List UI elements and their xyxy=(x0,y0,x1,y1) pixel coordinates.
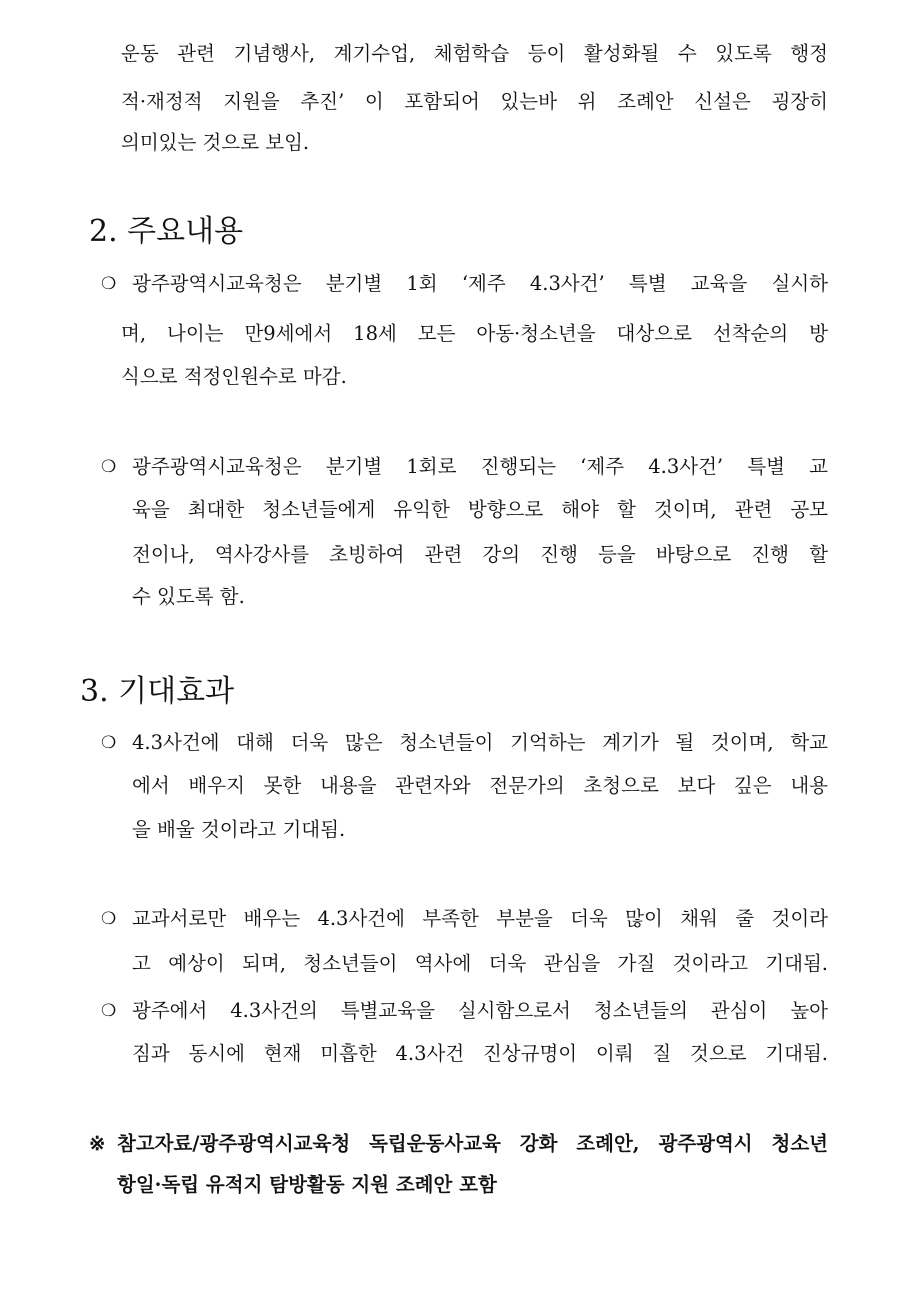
paragraph-line: 육을 최대한 청소년들에게 유익한 방향으로 해야 할 것이며, 관련 공모 xyxy=(132,498,828,521)
paragraph-line: 전이나, 역사강사를 초빙하여 관련 강의 진행 등을 바탕으로 진행 할 xyxy=(132,543,828,566)
bullet-circle-icon: ❍ xyxy=(101,909,117,929)
intro-line: 적·재정적 지원을 추진’ 이 포함되어 있는바 위 조례안 신설은 굉장히 xyxy=(121,90,828,113)
reference-mark-icon: ※ xyxy=(89,1132,106,1155)
paragraph-line: 광주광역시교육청은 분기별 1회로 진행되는 ‘제주 4.3사건’ 특별 교 xyxy=(132,455,828,478)
paragraph-line: 고 예상이 되며, 청소년들이 역사에 더욱 관심을 가질 것이라고 기대됨. xyxy=(132,952,828,975)
intro-line: 의미있는 것으로 보임. xyxy=(121,131,310,154)
paragraph-line: 에서 배우지 못한 내용을 관련자와 전문가의 초청으로 보다 깊은 내용 xyxy=(132,774,828,797)
section-heading-expected-effects: 3. 기대효과 xyxy=(80,674,235,709)
reference-line: 항일·독립 유적지 탐방활동 지원 조례안 포함 xyxy=(117,1173,497,1196)
paragraph-line: 수 있도록 함. xyxy=(132,585,245,608)
section-heading-main-content: 2. 주요내용 xyxy=(89,214,244,249)
bullet-circle-icon: ❍ xyxy=(101,457,117,477)
bullet-circle-icon: ❍ xyxy=(101,733,117,753)
bullet-circle-icon: ❍ xyxy=(101,274,117,294)
paragraph-line: 식으로 적정인원수로 마감. xyxy=(121,365,347,388)
paragraph-line: 교과서로만 배우는 4.3사건에 부족한 부분을 더욱 많이 채워 줄 것이라 xyxy=(132,907,828,930)
reference-line: 참고자료/광주광역시교육청 독립운동사교육 강화 조례안, 광주광역시 청소년 xyxy=(117,1132,828,1155)
paragraph-line: 을 배울 것이라고 기대됨. xyxy=(132,818,346,841)
paragraph-line: 짐과 동시에 현재 미흡한 4.3사건 진상규명이 이뤄 질 것으로 기대됨. xyxy=(132,1042,828,1065)
paragraph-line: 광주에서 4.3사건의 특별교육을 실시함으로서 청소년들의 관심이 높아 xyxy=(132,999,828,1022)
bullet-circle-icon: ❍ xyxy=(101,1001,117,1021)
intro-line: 운동 관련 기념행사, 계기수업, 체험학습 등이 활성화될 수 있도록 행정 xyxy=(121,42,828,65)
paragraph-line: 4.3사건에 대해 더욱 많은 청소년들이 기억하는 계기가 될 것이며, 학교 xyxy=(132,731,828,754)
paragraph-line: 광주광역시교육청은 분기별 1회 ‘제주 4.3사건’ 특별 교육을 실시하 xyxy=(132,272,828,295)
paragraph-line: 며, 나이는 만9세에서 18세 모든 아동·청소년을 대상으로 선착순의 방 xyxy=(121,322,828,345)
